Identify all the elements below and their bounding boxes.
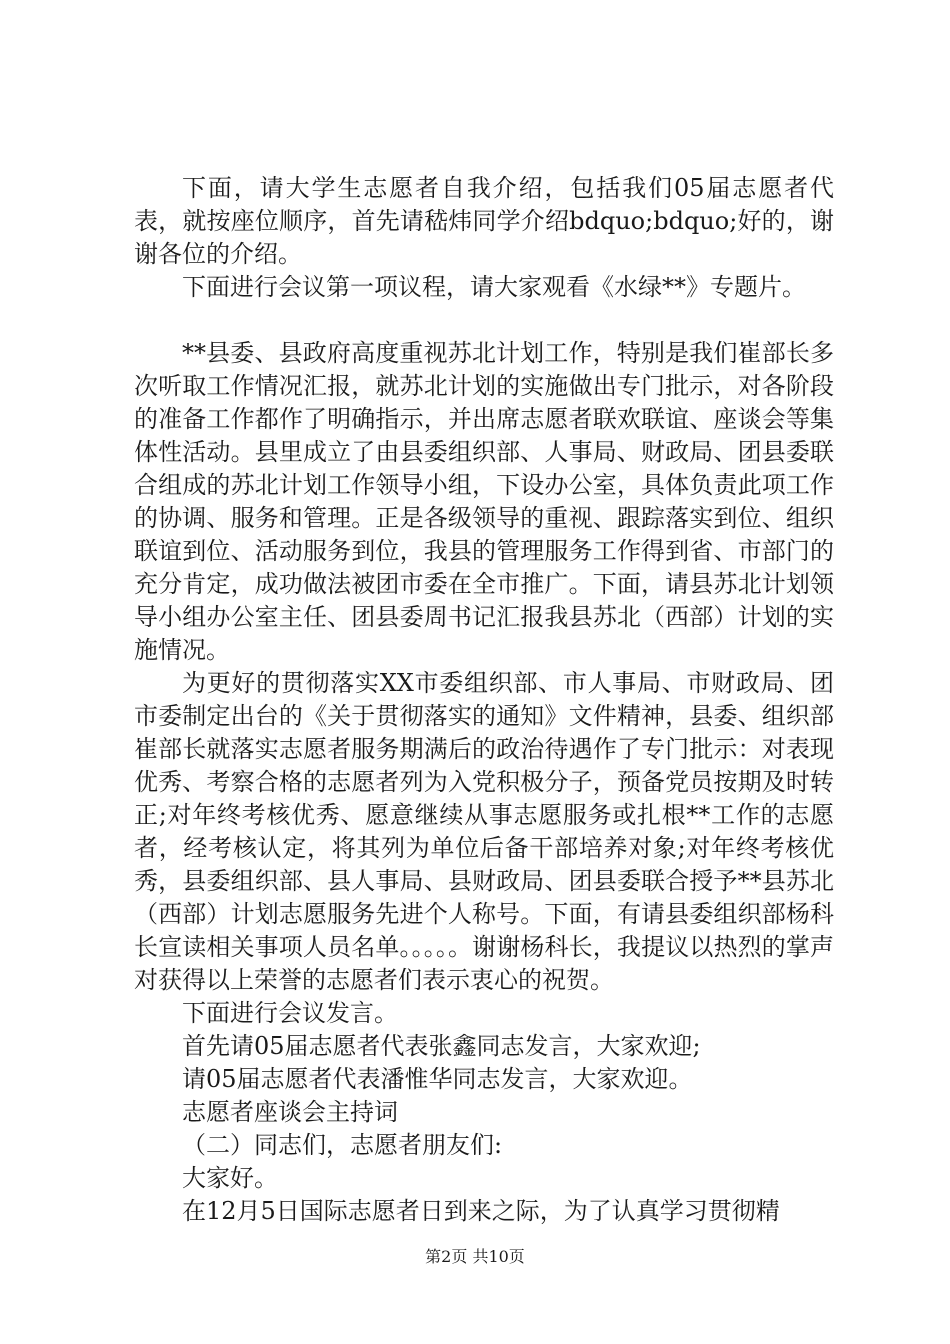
paragraph-salutation: （二）同志们，志愿者朋友们: [182, 1131, 503, 1159]
paragraph-volunteer-day: 在12月5日国际志愿者日到来之际，为了认真学习贯彻精 [182, 1197, 780, 1225]
paragraph-leadership-support: **县委、县政府高度重视苏北计划工作，特别是我们崔部长多次听取工作情况汇报，就苏北计划的实施做出专门批示，对各阶段的准备工作都作了明确指示，并出席志愿者联欢联谊、座谈会等集体性活动。县里成立了由县委组织部、人事局、财政局、团县委联合组成的苏北计划工作领导小组，下设办公室，具体负责此项工作的协调、服务和管理。正是各级领导的重视、跟踪落实到位、组织联谊到位、活动服务到位，我县的管理服务工作得到省、市部门的充分肯定，成功做法被团市委在全市推广。下面，请县苏北计划领导小组办公室主任、团县委周书记汇报我县苏北（西部）计划的实施情况。 [134, 339, 834, 664]
paragraph-first-speaker: 首先请05届志愿者代表张鑫同志发言，大家欢迎; [182, 1032, 701, 1060]
paragraph-spacer [134, 304, 834, 337]
document-body [134, 172, 834, 1228]
page-number-footer: 第2页 共10页 [425, 1247, 525, 1266]
paragraph-volunteer-intro: 下面，请大学生志愿者自我介绍，包括我们05届志愿者代表，就按座位顺序，首先请嵇炜同学介绍bdquo;bdquo;好的，谢谢各位的介绍。 [134, 174, 834, 268]
paragraph-agenda-item-one: 下面进行会议第一项议程，请大家观看《水绿**》专题片。 [182, 273, 806, 301]
paragraph-policy-implementation: 为更好的贯彻落实XX市委组织部、市人事局、市财政局、团市委制定出台的《关于贯彻落实的通知》文件精神，县委、组织部崔部长就落实志愿者服务期满后的政治待遇作了专门批示：对表现优秀、考察合格的志愿者列为入党积极分子，预备党员按期及时转正;对年终考核优秀、愿意继续从事志愿服务或扎根**工作的志愿者，经考核认定，将其列为单位后备干部培养对象;对年终考核优秀，县委组织部、县人事局、县财政局、团县委联合授予**县苏北（西部）计划志愿服务先进个人称号。下面，有请县委组织部杨科长宣读相关事项人员名单。。。。。谢谢杨科长，我提议以热烈的掌声对获得以上荣誉的志愿者们表示衷心的祝贺。 [134, 669, 834, 994]
paragraph-second-speaker: 请05届志愿者代表潘惟华同志发言，大家欢迎。 [182, 1065, 693, 1093]
section-heading: 志愿者座谈会主持词 [182, 1098, 398, 1126]
paragraph-speeches-intro: 下面进行会议发言。 [182, 999, 398, 1027]
paragraph-greeting: 大家好。 [182, 1164, 278, 1192]
